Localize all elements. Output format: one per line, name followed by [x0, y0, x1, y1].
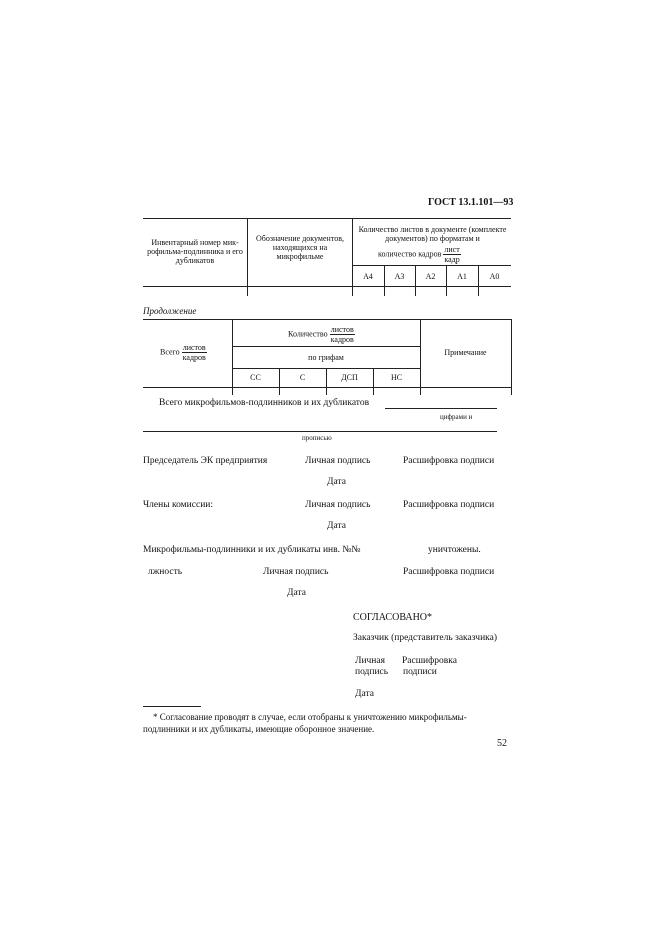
words-fill-line: [143, 431, 497, 432]
frame-count-label: количество кадров: [378, 249, 442, 259]
table1-top-border: [143, 218, 511, 219]
column-header-inventory-number: Инвентарный номер мик-рофильма-подлинника и его дубликатов: [147, 238, 243, 265]
decode-line-2: подписи: [403, 667, 437, 677]
footnote-separator: [143, 706, 201, 707]
format-cell: A3: [394, 272, 405, 281]
stamp-cell: СС: [250, 373, 261, 382]
agreed-personal-signature: [355, 656, 388, 678]
personal-line-1: Личная: [355, 656, 385, 666]
format-cell: A4: [363, 272, 373, 281]
stamp-cell: ДСП: [341, 373, 358, 382]
personal-signature-label: Личная подпись: [305, 456, 371, 466]
stamp-cell: НС: [390, 373, 403, 382]
column-header-sheet-count: Количество листов в документе (комплекте документов) по форматам и: [358, 225, 507, 243]
document-code: ГОСТ 13.1.101—93: [428, 197, 514, 208]
agreed-date-label: Дата: [355, 689, 374, 699]
chair-label: Председатель ЭК предприятия: [143, 456, 268, 466]
table2-col-divider: [511, 319, 512, 395]
position-label: лжность: [148, 567, 183, 577]
format-cell: A1: [457, 272, 467, 281]
note-header: Примечание: [444, 348, 487, 357]
signature-decode-label: Расшифровка подписи: [403, 567, 495, 577]
continuation-label: Продолжение: [143, 306, 197, 316]
fraction-numerator: листов: [330, 325, 354, 334]
fraction-denominator: кадров: [330, 335, 354, 344]
table1-col-divider: [247, 218, 248, 296]
fraction-denominator: кадров: [182, 353, 206, 362]
destroyed-line: Микрофильмы-подлинники и их дубликаты инв. №№: [143, 545, 361, 555]
table2-top-border: [143, 319, 511, 320]
total-label: Всего: [160, 347, 180, 357]
table2-col-divider: [420, 319, 421, 395]
by-stamp-header: по грифам: [308, 353, 344, 362]
footnote-text: * Согласование проводят в случае, если отобраны к уничтожению микрофильмы-подлинники и их дубликаты, имеющие оборонное значение.: [143, 712, 467, 734]
table1-format-row-border: [352, 265, 511, 266]
signature-decode-label: Расшифровка подписи: [403, 456, 495, 466]
agreed-title: СОГЛАСОВАНО*: [353, 612, 433, 623]
decode-line-1: Расшифровка: [402, 656, 457, 666]
members-label: Члены комиссии:: [143, 500, 214, 510]
total-header: [160, 343, 207, 362]
customer-label: Заказчик (представитель заказчика): [353, 633, 498, 643]
column-header-frame-count: [378, 245, 511, 264]
table1-header-bottom-border: [143, 286, 511, 287]
personal-line-2: подпись: [355, 667, 389, 677]
quantity-label: Количество: [288, 329, 328, 339]
table1-col-divider: [352, 218, 353, 296]
signature-decode-label: Расшифровка подписи: [403, 500, 495, 510]
personal-signature-label: Личная подпись: [263, 567, 329, 577]
quantity-header: [288, 325, 355, 344]
format-cell: A0: [489, 272, 500, 281]
fraction-numerator: лист: [444, 245, 460, 254]
total-microfilms-line: Всего микрофильмов-подлинников и их дубликатов: [159, 398, 370, 408]
table2-header-bottom-border: [143, 387, 511, 388]
table2-row-border: [232, 346, 420, 347]
quantity-fraction: [330, 325, 355, 344]
date-label: Дата: [327, 521, 346, 531]
words-hint: прописью: [302, 434, 332, 442]
total-fill-line: [385, 408, 497, 409]
sheet-frame-fraction: [443, 245, 460, 264]
total-fraction: [182, 343, 207, 362]
fraction-denominator: кадр: [444, 255, 460, 264]
date-label: Дата: [287, 588, 306, 598]
stamp-cell: С: [299, 373, 306, 382]
page-number: 52: [497, 738, 507, 749]
column-header-designation: Обозначение документов, находящихся на микрофильме: [255, 234, 344, 261]
fraction-numerator: листов: [182, 343, 206, 352]
format-cell: A2: [425, 272, 436, 281]
date-label: Дата: [327, 477, 346, 487]
personal-signature-label: Личная подпись: [305, 500, 371, 510]
agreed-signature-decode: [402, 656, 457, 678]
destroyed-label: уничтожены.: [428, 545, 481, 555]
digits-hint: цифрами и: [440, 413, 473, 421]
